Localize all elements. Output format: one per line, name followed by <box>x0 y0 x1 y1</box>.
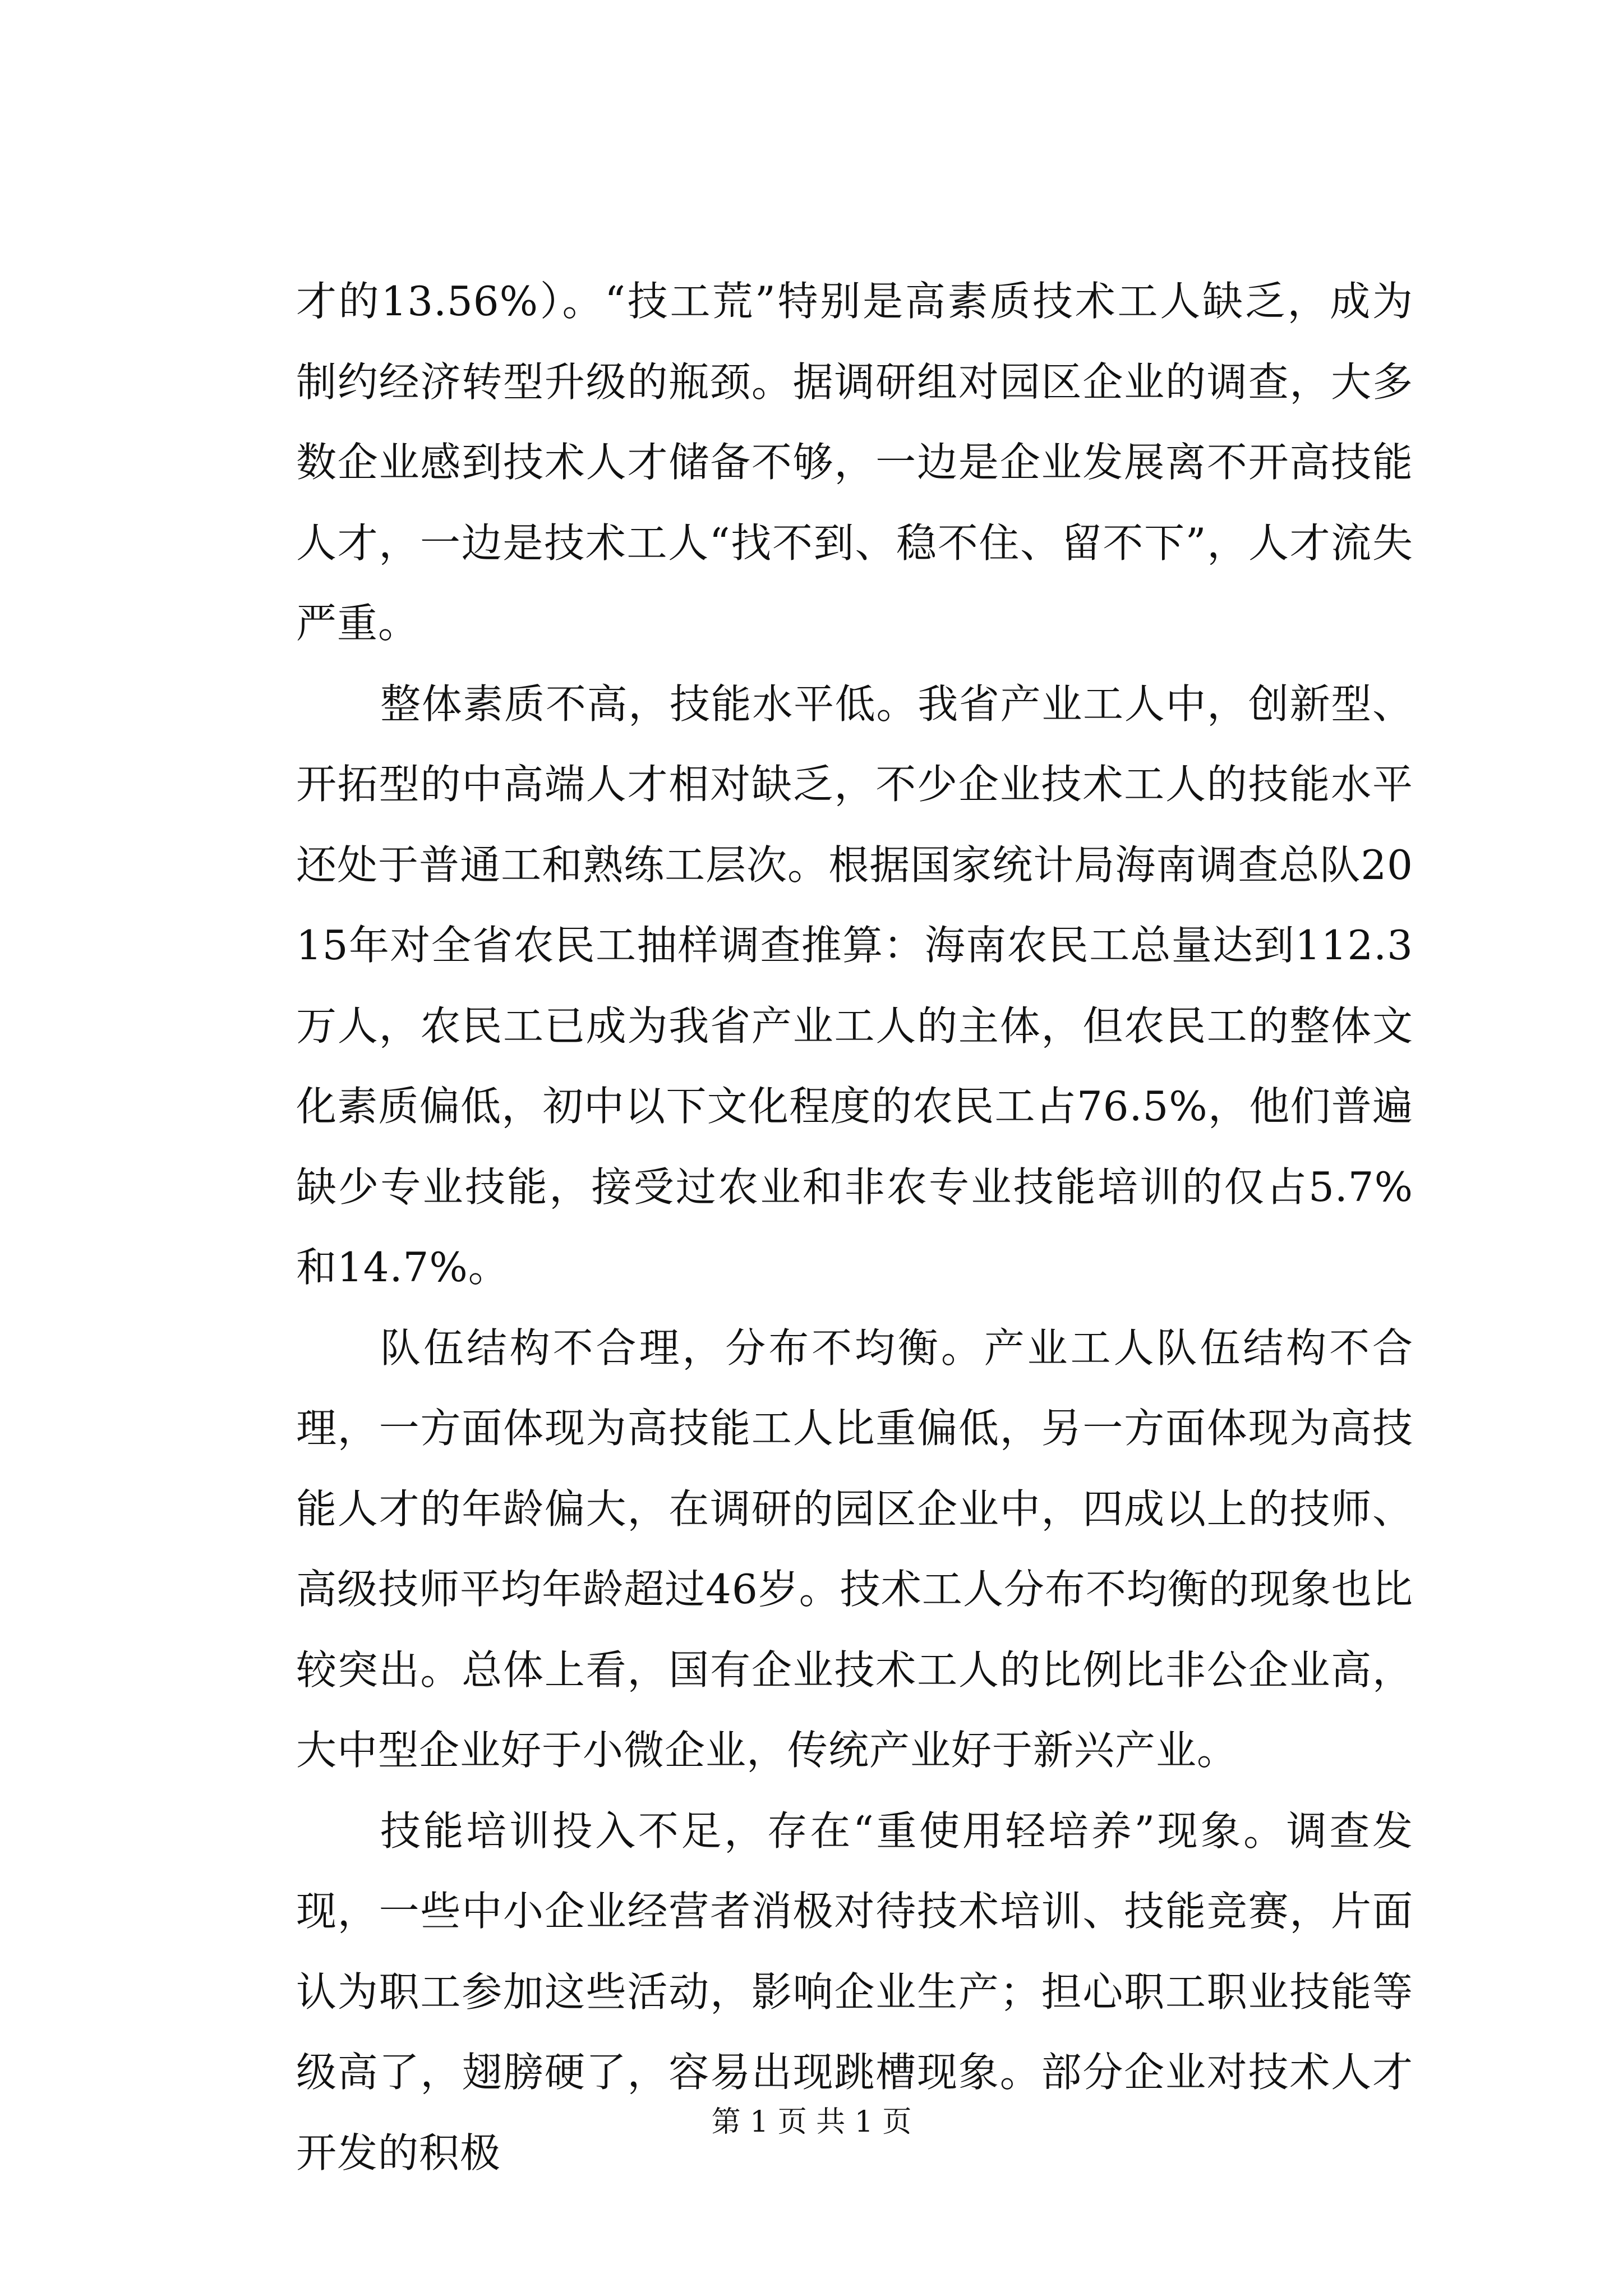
paragraph-overall-quality: 整体素质不高，技能水平低。我省产业工人中，创新型、开拓型的中高端人才相对缺乏，不少企业技术工人的技能水平还处于普通工和熟练工层次。根据国家统计局海南调查总队2015年对全省农民工抽样调查推算：海南农民工总量达到112.3万人，农民工已成为我省产业工人的主体，但农民工的整体文化素质偏低，初中以下文化程度的农民工占76.5%，他们普遍缺少专业技能，接受过农业和非农专业技能培训的仅占5.7%和14.7%。 <box>296 680 1413 1291</box>
page-footer: 第 1 页 共 1 页 <box>711 2105 912 2139</box>
paragraph-team-structure: 队伍结构不合理，分布不均衡。产业工人队伍结构不合理，一方面体现为高技能工人比重偏低，另一方面体现为高技能人才的年龄偏大，在调研的园区企业中，四成以上的技师、高级技师平均年龄超过46岁。技术工人分布不均衡的现象也比较突出。总体上看，国有企业技术工人的比例比非公企业高，大中型企业好于小微企业，传统产业好于新兴产业。 <box>296 1324 1413 1774</box>
document-body <box>296 261 1413 2193</box>
paragraph-skills-training: 技能培训投入不足，存在“重使用轻培养”现象。调查发现，一些中小企业经营者消极对待技术培训、技能竞赛，片面认为职工参加这些活动，影响企业生产；担心职工职业技能等级高了，翅膀硬了，容易出现跳槽现象。部分企业对技术人才开发的积极 <box>296 1807 1413 2177</box>
paragraph-continuation: 才的13.56%）。“技工荒”特别是高素质技术工人缺乏，成为制约经济转型升级的瓶颈。据调研组对园区企业的调查，大多数企业感到技术人才储备不够，一边是企业发展离不开高技能人才，一边是技术工人“找不到、稳不住、留不下”，人才流失严重。 <box>296 278 1413 647</box>
